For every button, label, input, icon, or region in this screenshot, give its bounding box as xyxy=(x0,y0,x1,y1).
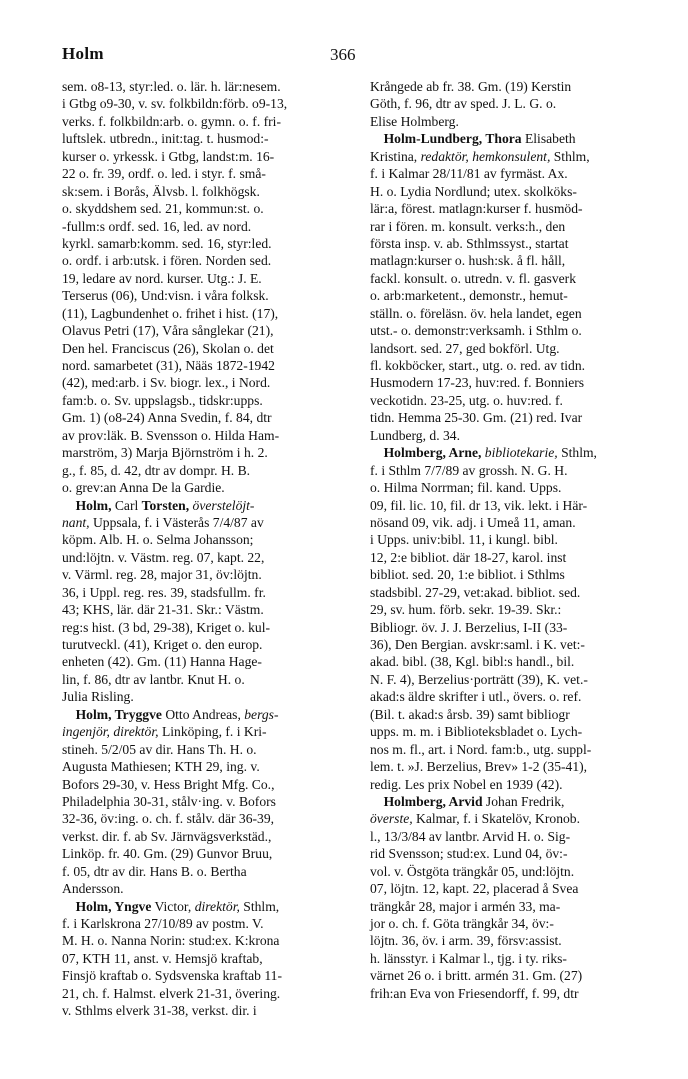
line-text: lem. t. »J. Berzelius, Brev» 1-2 (35-41), xyxy=(370,759,588,775)
text-line xyxy=(62,427,352,444)
line-text: trängkår 28, major i armén 33, ma- xyxy=(370,898,561,914)
line-text: 43; KHS, lär. där 21-31. Skr.: Västm. xyxy=(62,602,264,618)
text-line xyxy=(370,810,654,827)
text-line xyxy=(62,967,352,984)
text-line xyxy=(370,619,654,636)
line-text: frih:an Eva von Friesendorff, f. 99, dtr xyxy=(370,985,579,1001)
line-text: v. Värml. reg. 28, major 31, öv:löjtn. xyxy=(62,567,262,583)
line-text: Sthlm, xyxy=(550,148,590,164)
text-line xyxy=(62,235,352,252)
line-text: o. Hilma Norrman; fil. kand. Upps. xyxy=(370,480,562,496)
line-text: o. ordf. i arb:utsk. i fören. Norden sed. xyxy=(62,253,272,269)
line-text: akad:s äldre skrifter i utl., övers. o. ref. xyxy=(370,689,582,705)
text-line xyxy=(370,270,654,287)
line-text: v. Sthlms elverk 31-38, verkst. dir. i xyxy=(62,1003,257,1019)
text-line xyxy=(62,810,352,827)
line-text: h. länsstyr. i Kalmar l., tjg. i ty. riks- xyxy=(370,950,567,966)
line-text xyxy=(62,498,76,513)
line-text: Finsjö kraftab o. Sydsvenska kraftab 11- xyxy=(62,968,282,984)
text-line xyxy=(370,636,654,653)
text-line xyxy=(370,287,654,304)
text-line xyxy=(370,845,654,862)
text-line xyxy=(62,409,352,426)
text-line xyxy=(62,270,352,287)
text-line xyxy=(62,113,352,130)
text-line xyxy=(370,148,654,165)
text-line xyxy=(370,409,654,426)
text-line xyxy=(62,566,352,583)
text-line xyxy=(62,165,352,182)
line-text: stineh. 5/2/05 av dir. Hans Th. H. o. xyxy=(62,741,257,757)
text-line xyxy=(370,165,654,182)
text-line xyxy=(370,235,654,252)
text-line xyxy=(370,183,654,200)
left-column xyxy=(62,78,352,1020)
text-line xyxy=(370,357,654,374)
text-line xyxy=(370,985,654,1002)
line-text: sk:sem. i Borås, Älvsb. l. folkhögsk. xyxy=(62,183,260,199)
line-text: sem. o8-13, styr:led. o. lär. h. lär:nesem. xyxy=(62,79,281,94)
line-text: redig. Les prix Nobel en 1939 (42). xyxy=(370,776,563,792)
line-text: kurser o. yrkessk. i Gtbg, landst:m. 16- xyxy=(62,148,275,164)
text-line xyxy=(62,723,352,740)
line-text: g., f. 85, d. 42, dtr av dompr. H. B. xyxy=(62,462,251,478)
text-line xyxy=(370,915,654,932)
line-text: 12, 2:e bibliot. där 18-27, karol. inst xyxy=(370,549,567,565)
line-text: veckotidn. 23-25, utg. o. huv:red. f. xyxy=(370,392,563,408)
text-line xyxy=(370,932,654,949)
text-line xyxy=(62,758,352,775)
line-text: löjtn. 36, öv. i arm. 39, försv:assist. xyxy=(370,933,562,949)
line-text: värnet 26 o. i britt. armén 31. Gm. (27) xyxy=(370,968,583,984)
text-line xyxy=(370,531,654,548)
line-text: verkst. dir. f. ab Sv. Järnvägsverkstäd., xyxy=(62,828,272,844)
entry-name: Holm-Lundberg, Thora xyxy=(383,131,522,147)
text-line xyxy=(62,130,352,147)
line-text: tidn. Hemma 25-30. Gm. (21) red. Ivar xyxy=(370,410,583,426)
line-text: luftslek. utbredn., init:tag. t. husmod:- xyxy=(62,131,269,147)
text-line xyxy=(370,113,654,130)
line-text: Terserus (06), Und:visn. i våra folksk. xyxy=(62,288,269,304)
page-number: 366 xyxy=(330,45,356,64)
entry-name: Holmberg, Arvid xyxy=(383,793,483,809)
entry-title: direktör, xyxy=(194,898,240,914)
line-text: Lundberg, d. 34. xyxy=(370,427,460,443)
text-line xyxy=(370,863,654,880)
entry-title: redaktör, hemkonsulent, xyxy=(420,148,551,164)
text-line xyxy=(370,340,654,357)
line-text: ställn. o. föreläsn. öv. hela landet, egen xyxy=(370,305,582,321)
line-text: Uppsala, f. i Västerås 7/4/87 av xyxy=(89,514,264,530)
line-text: (42), med:arb. i Sv. biogr. lex., i Nord. xyxy=(62,375,271,391)
text-line xyxy=(62,549,352,566)
line-text: o. arb:marketent., demonstr., hemut- xyxy=(370,288,568,304)
line-text: Elisabeth xyxy=(521,131,576,147)
text-line xyxy=(370,741,654,758)
entry-title: ingenjör, direktör, xyxy=(62,724,159,740)
line-text: rid Svensson; stud:ex. Lund 04, öv:- xyxy=(370,846,568,862)
line-text: 07, KTH 11, anst. v. Hemsjö kraftab, xyxy=(62,950,263,966)
line-text: upps. m. m. i Biblioteksbladet o. Lych- xyxy=(370,724,583,740)
line-text: Augusta Mathiesen; KTH 29, ing. v. xyxy=(62,759,260,775)
text-line xyxy=(62,688,352,705)
text-line xyxy=(370,549,654,566)
text-line xyxy=(62,148,352,165)
text-line xyxy=(62,444,352,461)
text-line xyxy=(62,653,352,670)
line-text: 29, sv. hum. förb. sekr. 19-39. Skr.: xyxy=(370,602,562,618)
text-line xyxy=(62,218,352,235)
text-line xyxy=(62,636,352,653)
entry-title: nant, xyxy=(62,514,90,530)
line-text: utst.- o. demonstr:verksamh. i Sthlm o. xyxy=(370,323,582,339)
line-text: 36), Den Bergian. avskr:saml. i K. vet:- xyxy=(370,637,585,652)
line-text: av prov:läk. B. Svensson o. Hilda Ham- xyxy=(62,427,280,443)
entry-name: Torsten, xyxy=(141,497,190,513)
text-line xyxy=(62,898,352,915)
text-line xyxy=(62,863,352,880)
running-title: Holm xyxy=(62,44,104,63)
line-text: o. grev:an Anna De la Gardie. xyxy=(62,480,225,496)
line-text: lär:a, förest. matlagn:kurser f. husmöd- xyxy=(370,201,583,217)
text-line xyxy=(370,514,654,531)
line-text: Johan Fredrik, xyxy=(482,793,565,809)
line-text: Den hel. Franciscus (26), Skolan o. det xyxy=(62,340,274,356)
text-line xyxy=(370,427,654,444)
text-line xyxy=(62,776,352,793)
line-text: Andersson. xyxy=(62,881,124,897)
text-line xyxy=(62,619,352,636)
text-line xyxy=(62,374,352,391)
line-text: vol. v. Östgöta trängkår 05, und:löjtn. xyxy=(370,863,575,879)
line-text: Olavus Petri (17), Våra sånglekar (21), xyxy=(62,323,274,339)
line-text: köpm. Alb. H. o. Selma Johansson; xyxy=(62,532,254,548)
text-line xyxy=(62,514,352,531)
text-line xyxy=(370,566,654,583)
text-line xyxy=(62,479,352,496)
text-line xyxy=(62,462,352,479)
text-line xyxy=(370,200,654,217)
line-text: Bofors 29-30, v. Hess Bright Mfg. Co., xyxy=(62,776,275,792)
entry-name: Holm, Tryggve xyxy=(75,706,162,722)
entry-title: överste, xyxy=(370,811,413,827)
entry-name: Holmberg, Arne, xyxy=(383,445,482,461)
right-column xyxy=(370,78,654,1002)
entry-title: bergs- xyxy=(244,706,279,722)
text-line xyxy=(370,462,654,479)
line-text: 09, fil. lic. 10, fil. dr 13, vik. lekt. i Här- xyxy=(370,497,588,513)
text-line xyxy=(370,758,654,775)
line-text: -fullm:s ordf. sed. 16, led. av nord. xyxy=(62,218,252,234)
line-text: Carl xyxy=(111,497,142,513)
text-line xyxy=(62,252,352,269)
line-text: Göth, f. 96, dtr av sped. J. L. G. o. xyxy=(370,96,557,112)
line-text: M. H. o. Nanna Norin: stud:ex. K:krona xyxy=(62,933,280,949)
line-text: f. i Kalmar 28/11/81 av fyrmäst. Ax. xyxy=(370,166,568,182)
line-text: enheten (42). Gm. (11) Hanna Hage- xyxy=(62,654,262,670)
line-text: 07, löjtn. 12, kapt. 22, placerad å Svea xyxy=(370,881,579,897)
text-line xyxy=(62,845,352,862)
text-line xyxy=(370,392,654,409)
line-text: jor o. ch. f. Göta trängkår 34, öv:- xyxy=(370,916,554,931)
line-text: stadsbibl. 27-29, vet:akad. bibliot. sed. xyxy=(370,584,581,600)
text-line xyxy=(62,357,352,374)
line-text: Sthlm, xyxy=(557,445,597,461)
line-text: första insp. v. ab. Sthlmssyst., startat xyxy=(370,235,569,251)
text-line xyxy=(62,671,352,688)
text-line xyxy=(370,584,654,601)
line-text: lin, f. 86, dtr av lantbr. Knut H. o. xyxy=(62,671,245,687)
text-line xyxy=(370,828,654,845)
text-line xyxy=(370,653,654,670)
text-line xyxy=(370,444,654,461)
line-text: Bibliogr. öv. J. J. Berzelius, I-II (33- xyxy=(370,619,568,635)
line-text: f. 05, dtr av dir. Hans B. o. Bertha xyxy=(62,863,247,879)
text-line xyxy=(370,305,654,322)
text-line xyxy=(62,932,352,949)
line-text: i Gtbg o9-30, v. sv. folkbildn:förb. o9-13, xyxy=(62,96,288,112)
line-text: N. F. 4), Berzelius·porträtt (39), K. vet.- xyxy=(370,671,588,687)
text-line xyxy=(370,322,654,339)
text-line xyxy=(62,915,352,932)
line-text: verks. f. folkbildn:arb. o. gymn. o. f. fri- xyxy=(62,113,281,129)
text-line xyxy=(370,374,654,391)
text-line xyxy=(62,828,352,845)
line-text: (Bil. t. akad:s årsb. 39) samt bibliogr xyxy=(370,706,570,722)
text-line xyxy=(370,898,654,915)
text-line xyxy=(62,741,352,758)
text-line xyxy=(370,252,654,269)
line-text: Linköping, f. i Kri- xyxy=(158,724,267,740)
line-text: nos m. fl., art. i Nord. fam:b., utg. suppl- xyxy=(370,741,592,757)
text-line xyxy=(370,95,654,112)
line-text: landsort. sed. 27, ged bokförl. Utg. xyxy=(370,340,560,356)
text-line xyxy=(62,340,352,357)
line-text: (11), Lagbundenhet o. frihet i hist. (17), xyxy=(62,305,279,321)
text-line xyxy=(62,880,352,897)
text-line xyxy=(62,392,352,409)
text-line xyxy=(370,776,654,793)
text-line xyxy=(62,531,352,548)
text-line xyxy=(370,479,654,496)
text-line xyxy=(62,322,352,339)
text-line xyxy=(62,1002,352,1019)
text-line xyxy=(62,200,352,217)
text-line xyxy=(370,130,654,147)
line-text: f. i Karlskrona 27/10/89 av postm. V. xyxy=(62,916,264,931)
line-text: Krångede ab fr. 38. Gm. (19) Kerstin xyxy=(370,79,572,94)
line-text: i Upps. univ:bibl. 11, i kungl. bibl. xyxy=(370,532,558,548)
line-text: rar i fören. m. konsult. verks:h., den xyxy=(370,218,566,234)
line-text: 22 o. fr. 39, ordf. o. led. i styr. f. små- xyxy=(62,166,266,182)
line-text: o. skyddshem sed. 21, kommun:st. o. xyxy=(62,201,264,217)
line-text: Sthlm, xyxy=(239,898,280,914)
line-text: 19, ledare av nord. kurser. Utg.: J. E. xyxy=(62,270,262,286)
text-line xyxy=(62,183,352,200)
line-text: 32-36, öv:ing. o. ch. f. stålv. där 36-39, xyxy=(62,811,275,827)
text-line xyxy=(370,78,654,95)
line-text xyxy=(370,445,384,460)
text-line xyxy=(62,793,352,810)
text-line xyxy=(62,78,352,95)
line-text xyxy=(62,899,76,914)
line-text: Julia Risling. xyxy=(62,689,134,705)
line-text: Victor, xyxy=(151,898,195,914)
line-text: 36, i Uppl. reg. res. 39, stadsfullm. fr. xyxy=(62,584,266,600)
text-line xyxy=(370,688,654,705)
text-line xyxy=(62,287,352,304)
text-line xyxy=(62,706,352,723)
line-text: Linköp. fr. 40. Gm. (29) Gunvor Bruu, xyxy=(62,846,273,862)
text-line xyxy=(370,723,654,740)
line-text: fl. kokböcker, start., utg. o. red. av tidn. xyxy=(370,358,586,373)
line-text: nord. samarbetet (31), Nääs 1872-1942 xyxy=(62,358,275,373)
text-line xyxy=(62,584,352,601)
line-text: f. i Sthlm 7/7/89 av grossh. N. G. H. xyxy=(370,462,568,478)
text-line xyxy=(370,671,654,688)
line-text: H. o. Lydia Nordlund; utex. skolköks- xyxy=(370,183,577,199)
entry-title: bibliotekarie, xyxy=(484,445,558,461)
text-line xyxy=(370,793,654,810)
line-text: Elise Holmberg. xyxy=(370,113,459,129)
line-text: bibliot. sed. 20, 1:e bibliot. i Sthlms xyxy=(370,567,565,583)
line-text xyxy=(370,794,384,809)
line-text: turutveckl. (41), Kriget o. den europ. xyxy=(62,637,263,652)
text-line xyxy=(62,95,352,112)
line-text: Husmodern 17-23, huv:red. f. Bonniers xyxy=(370,375,585,391)
line-text: nösand 09, vik. adj. i Umeå 11, aman. xyxy=(370,514,576,530)
entry-name: Holm, Yngve xyxy=(75,898,152,914)
text-line xyxy=(62,601,352,618)
text-line xyxy=(370,218,654,235)
text-line xyxy=(370,706,654,723)
line-text: Otto Andreas, xyxy=(161,706,245,722)
line-text: akad. bibl. (38, Kgl. bibl:s handl., bil. xyxy=(370,654,575,670)
text-line xyxy=(370,967,654,984)
text-line xyxy=(370,950,654,967)
line-text: marström, 3) Marja Björnström i h. 2. xyxy=(62,445,268,461)
line-text: kyrkl. samarb:komm. sed. 16, styr:led. xyxy=(62,235,272,251)
line-text: Philadelphia 30-31, stålv·ing. v. Bofors xyxy=(62,793,276,809)
text-line xyxy=(62,950,352,967)
line-text: l., 13/3/84 av lantbr. Arvid H. o. Sig- xyxy=(370,828,571,844)
line-text xyxy=(370,131,384,146)
line-text: Kalmar, f. i Skatelöv, Kronob. xyxy=(412,811,580,827)
line-text: fackl. konsult. o. utredn. v. fl. gasverk xyxy=(370,270,576,286)
line-text: und:löjtn. v. Västm. reg. 07, kapt. 22, xyxy=(62,549,265,565)
line-text xyxy=(62,707,76,722)
entry-name: Holm, xyxy=(75,497,112,513)
text-line xyxy=(370,601,654,618)
text-line xyxy=(62,497,352,514)
text-line xyxy=(370,880,654,897)
text-line xyxy=(62,305,352,322)
line-text: 21, ch. f. Halmst. elverk 21-31, övering. xyxy=(62,985,281,1001)
text-line xyxy=(370,497,654,514)
text-line xyxy=(62,985,352,1002)
line-text: Gm. 1) (o8-24) Anna Svedin, f. 84, dtr xyxy=(62,410,272,426)
line-text: matlagn:kurser o. hush:sk. å fl. håll, xyxy=(370,253,566,269)
line-text: reg:s hist. (3 bd, 29-38), Kriget o. kul- xyxy=(62,619,271,635)
line-text: Kristina, xyxy=(370,148,421,164)
entry-title: överstelöjt- xyxy=(192,497,255,513)
line-text: fam:b. o. Sv. uppslagsb., tidskr:upps. xyxy=(62,392,263,408)
